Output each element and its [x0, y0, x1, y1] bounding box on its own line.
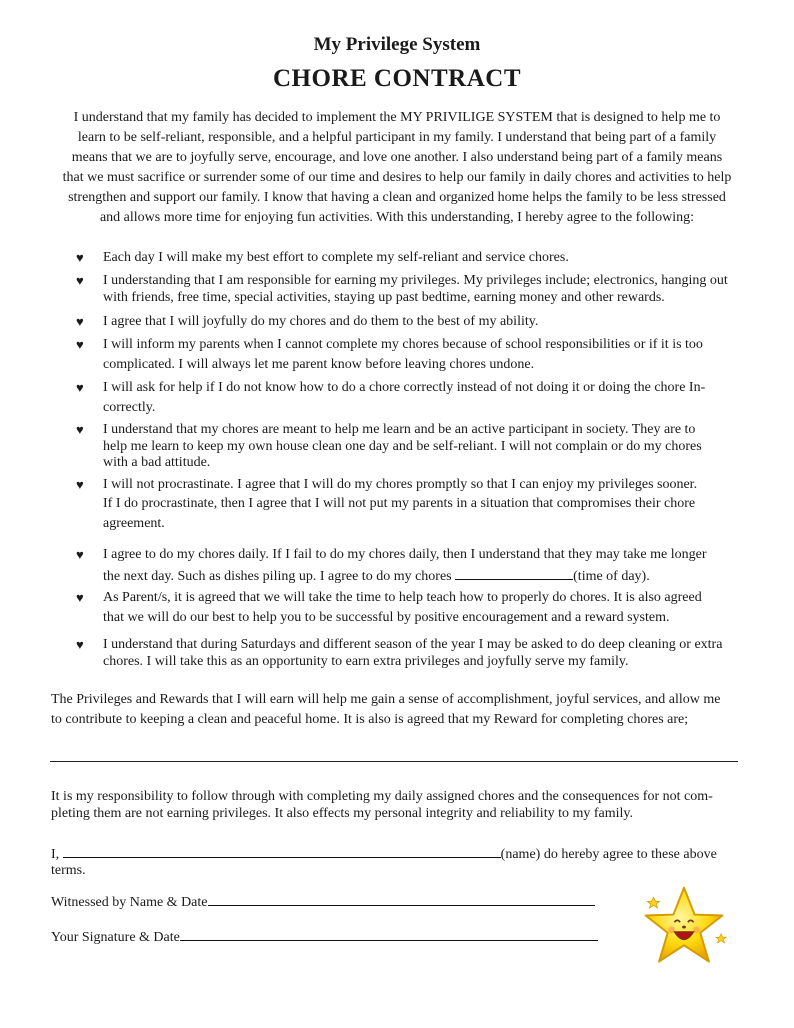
bullet-line: I will inform my parents when I cannot complete my chores because of school responsibilities or if it is too — [103, 337, 703, 352]
heart-icon: ♥ — [76, 337, 84, 352]
bullet-line: If I do procrastinate, then I agree that I will not put my parents in a situation that compromises their chore — [103, 496, 696, 511]
bullet-line: I will ask for help if I do not know how to do a chore correctly instead of not doing it or doing the chore In- — [103, 380, 706, 395]
intro-line: learn to be self-reliant, responsible, and a helpful participant in my family. I understand that being part of a family — [77, 130, 717, 145]
bullet-text: the next day. Such as dishes piling up. I agree to do my chores — [103, 569, 452, 584]
signature-row — [51, 927, 598, 947]
heart-icon: ♥ — [76, 477, 84, 492]
heart-icon: ♥ — [76, 590, 84, 605]
bullet-line: I agree that I will joyfully do my chores and do them to the best of my ability. — [103, 314, 539, 329]
agreement-suffix: (name) do hereby agree to these above — [500, 847, 717, 862]
reward-entry-line[interactable] — [50, 761, 738, 762]
witness-label: Witnessed by Name & Date — [51, 895, 208, 910]
intro-line: and allows more time for enjoying fun activities. With this understanding, I hereby agree to the following: — [99, 210, 695, 225]
bullet-line: help me learn to keep my own house clean one day and be self-reliant. I will not complain or do my chores — [103, 439, 702, 454]
time-of-day-label: (time of day). — [573, 569, 650, 584]
bullet-line: agreement. — [103, 516, 165, 531]
bullet-line: I agree to do my chores daily. If I fail to do my chores daily, then I understand that they may take me longer — [103, 547, 707, 562]
heart-icon: ♥ — [76, 250, 84, 265]
witness-row — [51, 892, 595, 912]
bullet-line: Each day I will make my best effort to complete my self-reliant and service chores. — [103, 250, 569, 265]
bullet-line: I understand that my chores are meant to help me learn and be an active participant in society. They are to — [103, 422, 696, 437]
heart-icon: ♥ — [76, 422, 84, 437]
heart-icon: ♥ — [76, 273, 84, 288]
heart-icon: ♥ — [76, 637, 84, 652]
bullet-line — [103, 566, 650, 586]
intro-line: strengthen and support our family. I know that having a clean and organized home helps the family to be less stressed — [68, 190, 726, 205]
name-agreement-line — [51, 844, 717, 864]
bullet-line: I will not procrastinate. I agree that I will do my chores promptly so that I can enjoy my privileges sooner. — [103, 477, 698, 492]
witness-field[interactable] — [208, 892, 595, 906]
rewards-line: The Privileges and Rewards that I will earn will help me gain a sense of accomplishment, joyful services, and allow me — [51, 692, 721, 707]
agreement-prefix: I, — [51, 847, 60, 862]
bullet-line: with friends, free time, special activities, staying up past bedtime, earning money and other rewards. — [103, 290, 665, 305]
agreement-continuation: terms. — [51, 863, 86, 878]
intro-line: that we must sacrifice or surrender some of our time and desires to help our family in daily chores and activities to help — [62, 170, 732, 185]
responsibility-line: pleting them are not earning privileges. It also effects my personal integrity and reliability to my family. — [51, 806, 634, 821]
intro-line: I understand that my family has decided to implement the MY PRIVILIGE SYSTEM that is designed to help me to — [73, 110, 721, 125]
document-subtitle: My Privilege System — [313, 34, 481, 55]
bullet-line: that we will do our best to help you to be successful by positive encouragement and a reward system. — [103, 610, 670, 625]
rewards-line: to contribute to keeping a clean and peaceful home. It is also is agreed that my Reward for completing chores are; — [51, 712, 689, 727]
responsibility-line: It is my responsibility to follow through with completing my daily assigned chores and the consequences for not com- — [51, 789, 713, 804]
bullet-line: chores. I will take this as an opportunity to earn extra privileges and joyfully serve my family. — [103, 654, 629, 669]
bullet-line: I understand that during Saturdays and different season of the year I may be asked to do deep cleaning or extra — [103, 637, 723, 652]
bullet-line: I understanding that I am responsible for earning my privileges. My privileges include; electronics, hanging out — [103, 273, 728, 288]
bullet-line: with a bad attitude. — [103, 455, 211, 470]
bullet-line: correctly. — [103, 400, 156, 415]
signature-field[interactable] — [180, 927, 598, 941]
bullet-line: complicated. I will always let me parent know before leaving chores undone. — [103, 357, 535, 372]
smiling-star-icon — [636, 880, 732, 976]
time-of-day-field[interactable] — [455, 566, 573, 580]
signature-label: Your Signature & Date — [51, 930, 180, 945]
heart-icon: ♥ — [76, 380, 84, 395]
name-field[interactable] — [63, 844, 501, 858]
bullet-line: As Parent/s, it is agreed that we will take the time to help teach how to properly do chores. It is also agreed — [103, 590, 702, 605]
document-title: CHORE CONTRACT — [273, 65, 521, 92]
intro-line: means that we are to joyfully serve, encourage, and love one another. I also understand being part of a family means — [71, 150, 723, 165]
heart-icon: ♥ — [76, 314, 84, 329]
heart-icon: ♥ — [76, 547, 84, 562]
